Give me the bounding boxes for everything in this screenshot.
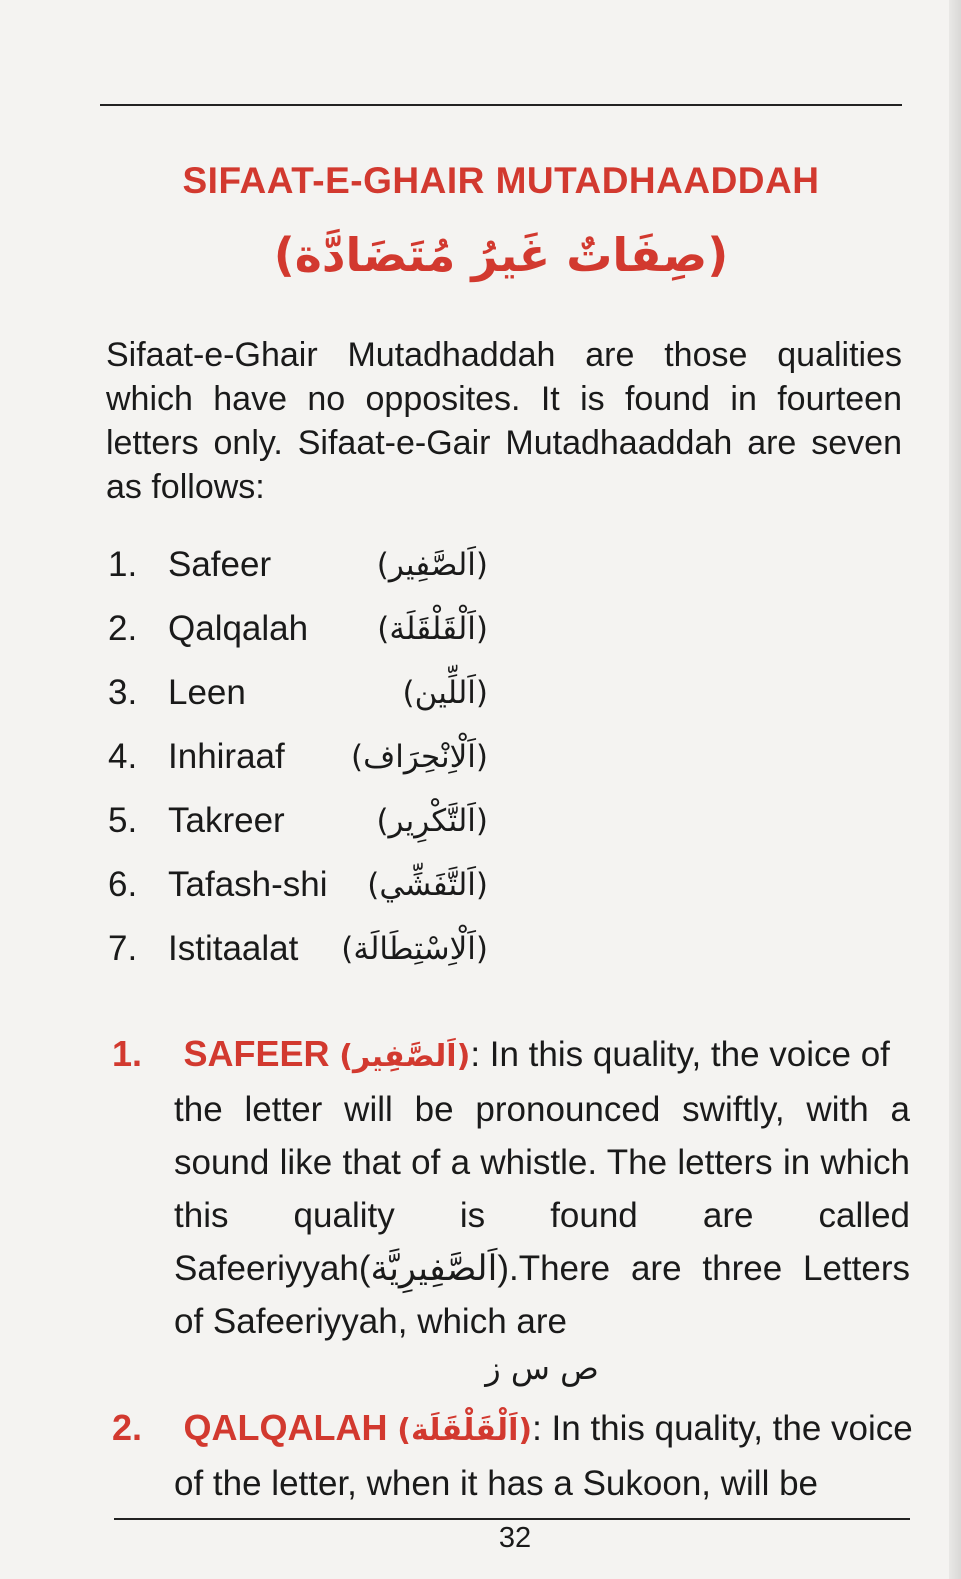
section-safeer [112,1028,910,1388]
list-item [108,865,528,929]
bottom-rule [114,1518,910,1520]
page-title: SIFAAT-E-GHAIR MUTADHAADDAH [182,160,820,201]
list-item [108,545,528,609]
list-item-number: 4. [108,737,138,776]
list-item-number: 2. [108,609,138,648]
list-item-number: 7. [108,929,138,968]
section-name: QALQALAH [183,1407,388,1448]
section-qalqalah [112,1402,913,1510]
section-number: 2. [112,1407,143,1448]
list-item [108,737,528,801]
list-item-number: 5. [108,801,138,840]
section-body: the letter will be pronounced swiftly, with a sound like that of a whistle. The letters in which this quality is found are called Safeeriyyah(اَلصَّفِيرِيَّة).There are three Letters of Safeeriyyah, which are [174,1090,910,1341]
arabic-title: (صِفَاتٌ غَيرُ مُتَضَادَّة) [273,228,729,282]
section-heading [112,1402,913,1457]
list-item-name: Tafash-shi [168,865,328,904]
page-edge [949,0,961,1579]
section-heading [112,1028,910,1083]
list-item-arabic: (اَلْاِنْحِرَاف) [351,739,488,775]
list-item [108,673,528,737]
list-item-name: Leen [168,673,246,712]
section-name: SAFEER [183,1033,330,1074]
list-item-arabic: (اَلْقَلْقَلَة) [377,611,488,647]
list-item-arabic: (اَلْاِسْتِطَالَة) [341,931,488,967]
section-lead-text: : In this quality, the voice of [470,1035,890,1074]
list-item-number: 1. [108,545,138,584]
list-item [108,929,528,993]
section-lead-text: : In this quality, the voice [532,1409,913,1448]
list-item-name: Istitaalat [168,929,299,968]
intro-paragraph: Sifaat-e-Ghair Mutadhaddah are those qualities which have no opposites. It is found in fourteen letters only. Sifaat-e-Gair Mutadhaaddah are seven as follows: [106,336,902,506]
list-item-name: Qalqalah [168,609,309,648]
section-arabic: (اَلصَّفِير) [339,1039,471,1074]
list-item [108,609,528,673]
section-number: 1. [112,1033,143,1074]
list-item-name: Takreer [168,801,285,840]
list-item-number: 6. [108,865,138,904]
list-item [108,801,528,865]
list-item-number: 3. [108,673,138,712]
list-item-arabic: (اَلصَّفِير) [376,547,488,583]
list-item-arabic: (اَللِّين) [402,675,488,711]
page-number: 32 [498,1522,532,1554]
section-arabic: (اَلْقَلْقَلَة) [397,1413,533,1448]
section-body: of the letter, when it has a Sukoon, will be [174,1464,818,1503]
top-rule [100,104,902,106]
list-item-name: Safeer [168,545,272,584]
list-item-name: Inhiraaf [168,737,285,776]
section-letters: ص س ز [485,1349,599,1387]
list-item-arabic: (اَلتَّكْرِير) [376,803,488,839]
list-item-arabic: (اَلتَّفَشِّي) [367,867,488,903]
qualities-list [108,545,528,993]
